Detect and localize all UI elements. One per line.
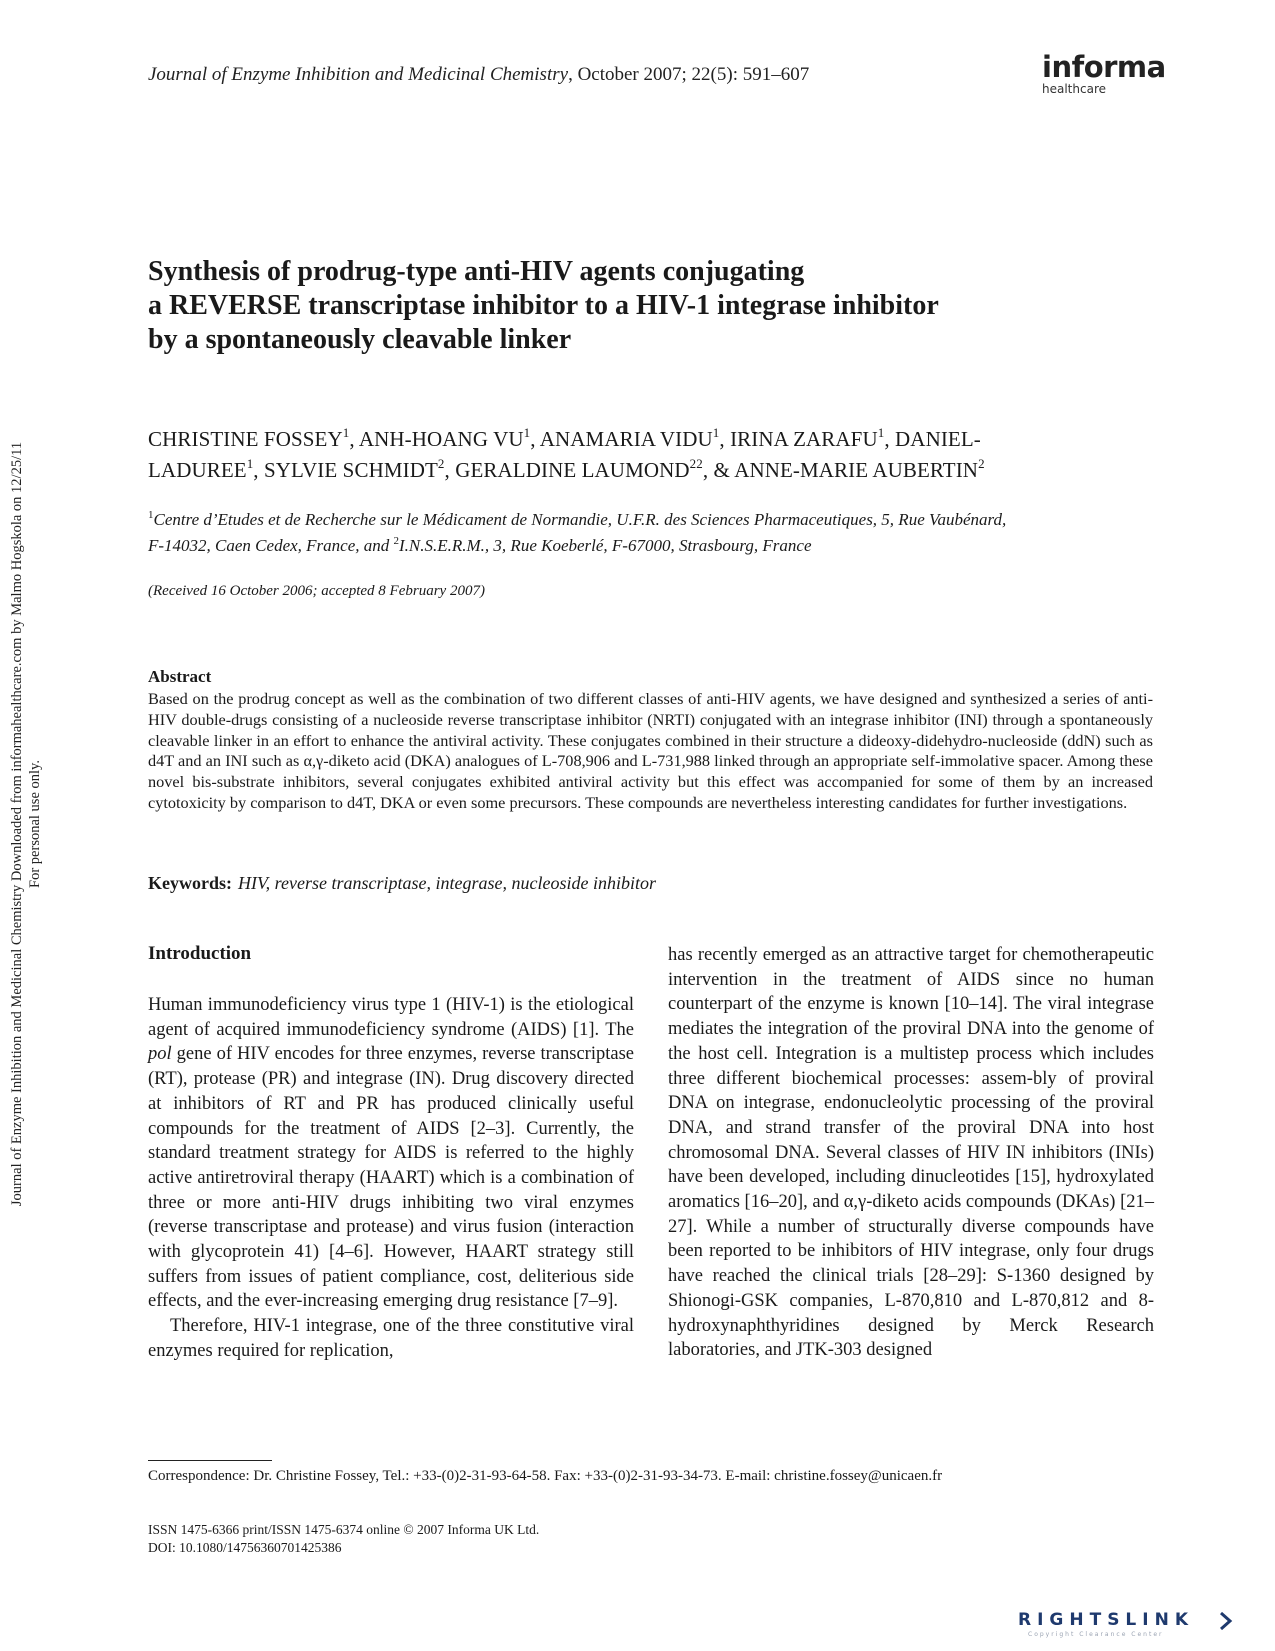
- paragraph-text: Human immunodeficiency virus type 1 (HIV-1) is the etiological agent of acquired immunodeficiency syndrome (AIDS) [1]. The: [148, 995, 634, 1040]
- doi-line: DOI: 10.1080/14756360701425386: [148, 1540, 342, 1555]
- keywords-values: HIV, reverse transcriptase, integrase, nucleoside inhibitor: [238, 873, 656, 893]
- gene-name: pol: [148, 1044, 172, 1065]
- author-affiliation-mark: 1: [523, 425, 531, 440]
- affiliation-text: F-14032, Caen Cedex, France, and: [148, 536, 394, 555]
- author-affiliation-mark: 2: [437, 456, 445, 471]
- journal-issue: , October 2007; 22(5): 591–607: [568, 64, 810, 85]
- author-affiliation-mark: 22: [689, 456, 703, 471]
- correspondence-footnote: Correspondence: Dr. Christine Fossey, Tel.: +33-(0)2-31-93-64-58. Fax: +33-(0)2-31-93-34-73. E-mail: christine.fossey@unicaen.fr: [148, 1468, 943, 1484]
- publisher-logo-text: informa: [1042, 50, 1166, 84]
- publisher-logo-subtext: healthcare: [1042, 82, 1106, 96]
- author-separator: , &: [702, 458, 735, 482]
- title-line-1: Synthesis of prodrug-type anti-HIV agents conjugating: [148, 256, 805, 287]
- affiliation-mark: 2: [393, 535, 399, 547]
- body-column-right: [668, 943, 1154, 1363]
- affiliation-line-1: [148, 507, 1153, 533]
- author-name: ANNE-MARIE AUBERTIN: [734, 458, 979, 482]
- intro-paragraph-2: Therefore, HIV-1 integrase, one of the three constitutive viral enzymes required for replication,: [148, 1316, 634, 1361]
- keywords-label: Keywords:: [148, 873, 232, 893]
- author-separator: ,: [349, 427, 359, 451]
- rightslink-logo[interactable]: RIGHTSLINK: [1018, 1610, 1194, 1630]
- title-line-2: a REVERSE transcriptase inhibitor to a HIV-1 integrase inhibitor: [148, 290, 939, 321]
- download-watermark: [8, 384, 44, 1264]
- author-name: IRINA ZARAFU: [730, 427, 878, 451]
- author-list: [148, 424, 1153, 486]
- author-line-1: [148, 424, 1153, 455]
- publisher-logo: [1042, 52, 1166, 96]
- affiliation-text: I.N.S.E.R.M., 3, Rue Koeberlé, F-67000, Strasbourg, France: [399, 536, 812, 555]
- footnote-divider: [148, 1460, 272, 1461]
- rightslink-arrow-icon: [1218, 1611, 1234, 1631]
- intro-paragraph-2-continued: has recently emerged as an attractive target for chemotherapeutic intervention in the treatment of AIDS since no human counterpart of the enzyme is known [10–14]. The viral integrase mediates the integration of the proviral DNA into the genome of the host cell. Integration is a multistep process which includes three different biochemical processes: assem-bly of proviral DNA on integrase, endonucleolytic processing of the proviral DNA, and strand transfer of the proviral DNA into host chromosomal DNA. Several classes of HIV IN inhibitors (INIs) have been developed, including dinucleotides [15], hydroxylated aromatics [16–20], and α,γ-diketo acids compounds (DKAs) [21–27]. While a number of structurally diverse compounds have been reported to be inhibitors of HIV integrase, only four drugs have reached the clinical trials [28–29]: S-1360 designed by Shionogi-GSK companies, L-870,810 and L-870,812 and 8-hydroxynaphthyridines designed by Merck Research laboratories, and JTK-303 designed: [668, 945, 1154, 1361]
- author-affiliation-mark: 1: [342, 425, 350, 440]
- article-title: [148, 255, 1108, 357]
- journal-name: Journal of Enzyme Inhibition and Medicinal Chemistry: [148, 64, 569, 85]
- author-separator: ,: [253, 458, 264, 482]
- paragraph-text: gene of HIV encodes for three enzymes, reverse transcriptase (RT), protease (PR) and integrase (IN). Drug discovery directed at inhibitors of RT and PR has produced clinically useful compounds for the treatment of AIDS [2–3]. Currently, the standard treatment strategy for AIDS is referred to the highly active antiretroviral therapy (HAART) which is a combination of three or more anti-HIV drugs inhibiting two viral enzymes (reverse transcriptase and protease) and virus fusion (interaction with glycoprotein 41) [4–6]. However, HAART strategy still suffers from issues of patient compliance, cost, deliterious side effects, and the ever-increasing emerging drug resistance [7–9].: [148, 1044, 634, 1312]
- author-line-2: [148, 455, 1153, 486]
- author-separator: ,: [444, 458, 456, 482]
- journal-citation: [148, 64, 809, 86]
- author-name: ANAMARIA VIDU: [539, 427, 713, 451]
- author-name: LADUREE: [148, 458, 247, 482]
- author-affiliation-mark: 1: [877, 425, 885, 440]
- intro-paragraph-1: [148, 993, 634, 1314]
- keywords: [148, 873, 656, 894]
- author-separator: ,: [530, 427, 540, 451]
- received-dates: (Received 16 October 2006; accepted 8 February 2007): [148, 583, 485, 599]
- rightslink-subtext: Copyright Clearance Center: [1028, 1631, 1164, 1638]
- author-affiliation-mark: 1: [246, 456, 254, 471]
- title-line-3: by a spontaneously cleavable linker: [148, 324, 572, 355]
- author-name: ANH-HOANG VU: [358, 427, 524, 451]
- author-affiliation-mark: 1: [712, 425, 720, 440]
- introduction-heading: Introduction: [148, 943, 252, 964]
- affiliations: [148, 507, 1153, 559]
- body-column-left: [148, 993, 634, 1364]
- watermark-line-1: Journal of Enzyme Inhibition and Medicinal Chemistry Downloaded from informahealthcare.com by Malmo Hogskola on 12/25/11: [9, 441, 25, 1207]
- author-separator: ,: [719, 427, 731, 451]
- author-affiliation-mark: 2: [978, 456, 985, 471]
- author-name: SYLVIE SCHMIDT: [264, 458, 438, 482]
- abstract-body: Based on the prodrug concept as well as the combination of two different classes of anti-HIV agents, we have designed and synthesized a series of anti-HIV double-drugs consisting of a nucleoside reverse transcriptase inhibitor (NRTI) conjugated with an integrase inhibitor (INI) through a spontaneously cleavable linker in an effort to enhance the antiviral activity. These conjugates combined in their structure a dideoxy-didehydro-nucleoside (ddN) such as d4T and an INI such as α,γ-diketo acid (DKA) analogues of L-708,906 and L-731,988 linked through an appropriate self-immolative spacer. Among these novel bis-substrate inhibitors, several conjugates exhibited antiviral activity but this effect was accompanied for some of them by an increased cytotoxicity by comparison to d4T, DKA or even some precursors. These compounds are nevertheless interesting candidates for further investigations.: [148, 689, 1153, 812]
- affiliation-mark: 1: [148, 509, 154, 521]
- issn-block: [148, 1521, 539, 1557]
- watermark-line-2: For personal use only.: [27, 760, 43, 888]
- author-name: CHRISTINE FOSSEY: [148, 427, 343, 451]
- affiliation-line-2: [148, 533, 1153, 559]
- affiliation-text: Centre d’Etudes et de Recherche sur le Médicament de Normandie, U.F.R. des Sciences Pharmaceutiques, 5, Rue Vaubénard,: [153, 510, 1007, 529]
- author-name: GERALDINE LAUMOND: [455, 458, 690, 482]
- issn-line: ISSN 1475-6366 print/ISSN 1475-6374 online © 2007 Informa UK Ltd.: [148, 1522, 540, 1537]
- author-separator: , DANIEL-: [884, 427, 981, 451]
- abstract-heading: Abstract: [148, 667, 212, 686]
